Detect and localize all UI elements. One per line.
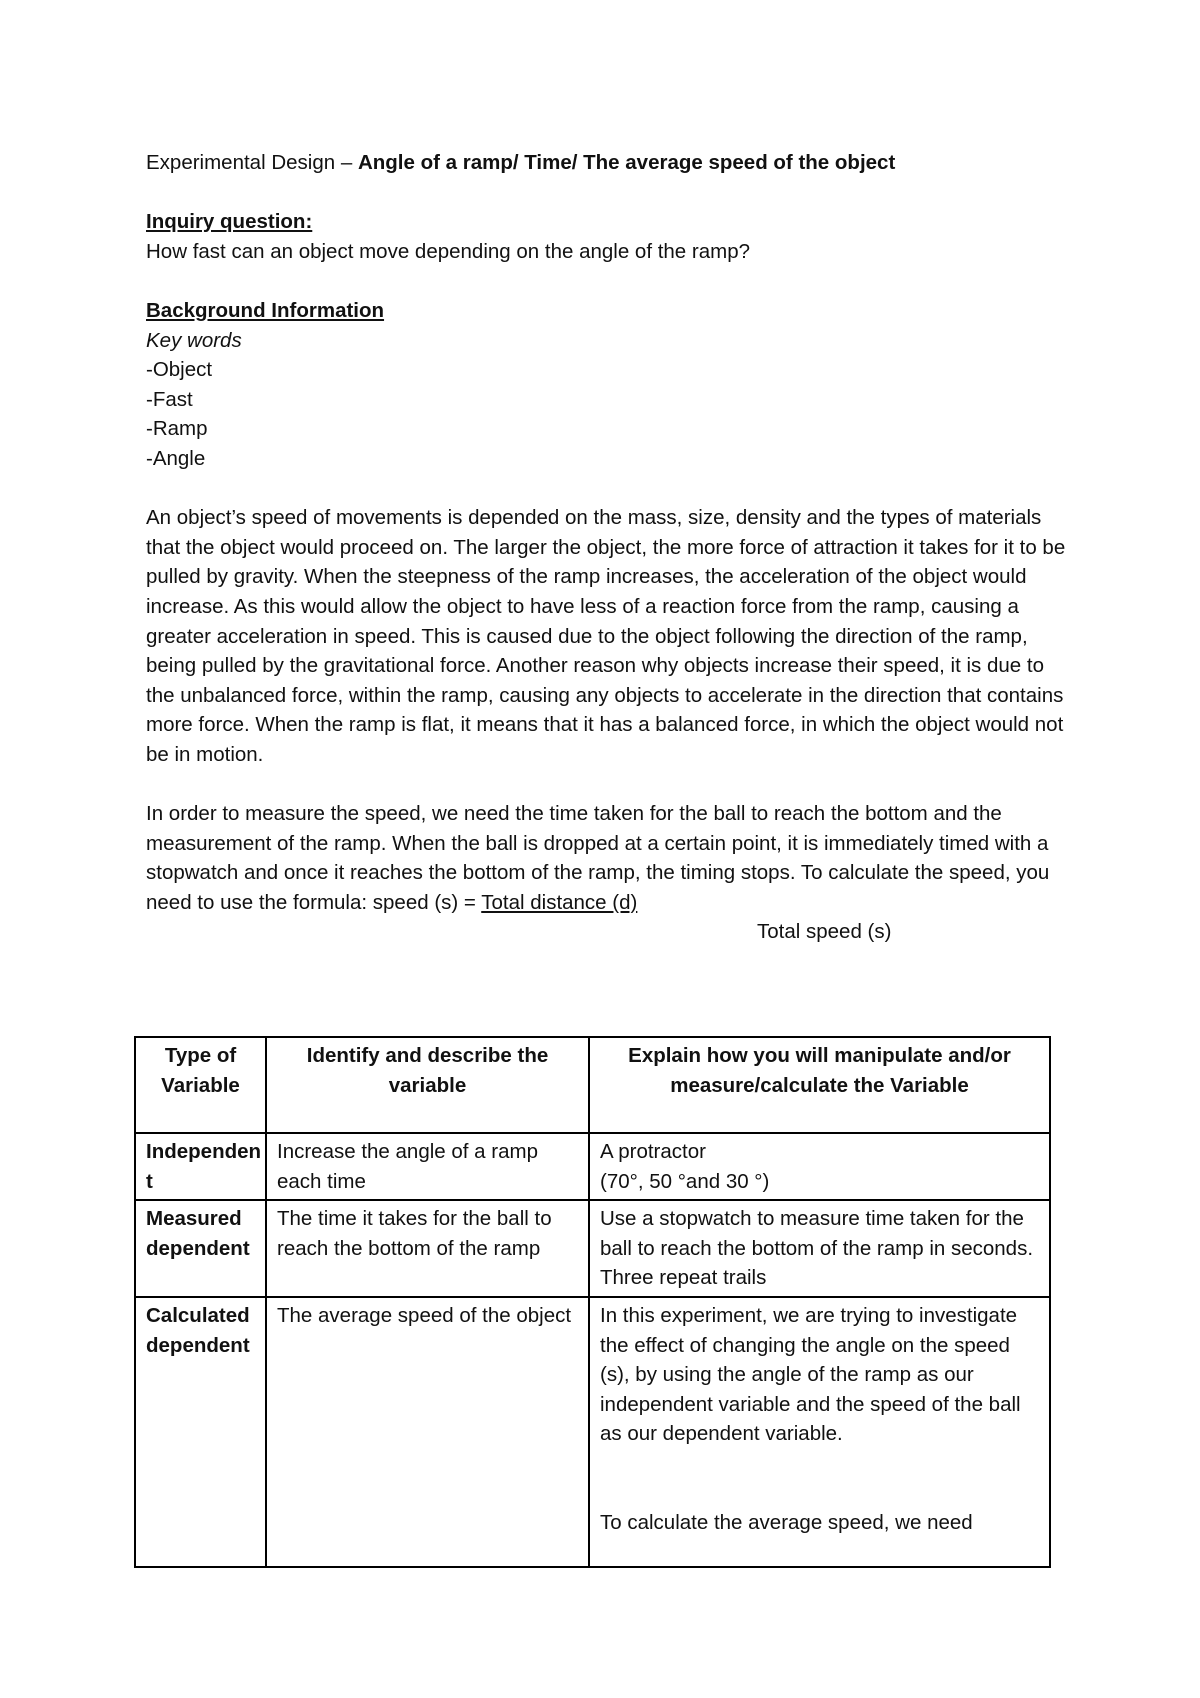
- background-paragraph-2: [146, 799, 1076, 917]
- formula-denominator: Total speed (s): [757, 920, 892, 944]
- formula-numerator: Total distance (d): [481, 890, 638, 914]
- cell-describe: The average speed of the object: [266, 1297, 589, 1567]
- inquiry-question: How fast can an object move depending on the angle of the ramp?: [146, 239, 751, 263]
- header-type: Type of Variable: [135, 1037, 266, 1133]
- explain-tail: To calculate the average speed, we need: [600, 1510, 973, 1534]
- keyword-item: -Fast: [146, 387, 193, 411]
- inquiry-heading: Inquiry question:: [146, 210, 313, 234]
- document-title: [146, 148, 1076, 178]
- table-row: [135, 1200, 1050, 1297]
- cell-describe: The time it takes for the ball to reach the bottom of the ramp: [266, 1200, 589, 1297]
- header-explain: Explain how you will manipulate and/or measure/calculate the Variable: [589, 1037, 1050, 1133]
- table-row: [135, 1297, 1050, 1567]
- keyword-item: -Ramp: [146, 417, 208, 441]
- document-body: [146, 148, 1076, 947]
- keywords-label: Key words: [146, 328, 242, 352]
- cell-explain: [589, 1133, 1050, 1200]
- title-bold: Angle of a ramp/ Time/ The average speed of the object: [357, 151, 896, 174]
- keyword-item: -Angle: [146, 446, 206, 470]
- cell-type: Measured dependent: [135, 1200, 266, 1297]
- keyword-item: -Object: [146, 358, 213, 382]
- cell-describe: Increase the angle of a ramp each time: [266, 1133, 589, 1200]
- variables-table: [134, 1036, 1051, 1568]
- background-paragraph-1: An object’s speed of movements is depended on the mass, size, density and the types of materials that the object would proceed on. The larger the object, the more force of attraction it takes for it to be pulled by gravity. When the steepness of the ramp increases, the acceleration of the object would increase. As this would allow the object to have less of a reaction force from the ramp, causing a greater acceleration in speed. This is caused due to the object following the direction of the ramp, being pulled by the gravitational force. Another reason why objects increase their speed, it is due to the unbalanced force, within the ramp, causing any objects to accelerate in the direction that contains more force. When the ramp is flat, it means that it has a balanced force, in which the object would not be in motion.: [146, 506, 1066, 766]
- paragraph-2-text: In order to measure the speed, we need the time taken for the ball to reach the bottom and the measurement of the ramp. When the ball is dropped at a certain point, it is immediately timed with a stopwatch and once it reaches the bottom of the ramp, the timing stops. To calculate the speed, you need to use the formula: speed (s) =: [146, 802, 1050, 914]
- table-header-row: [135, 1037, 1050, 1133]
- cell-explain: Use a stopwatch to measure time taken for the ball to reach the bottom of the ramp in seconds. Three repeat trails: [589, 1200, 1050, 1297]
- explain-line: (70°, 50 °and 30 °): [600, 1169, 770, 1193]
- table-row: [135, 1133, 1050, 1200]
- cell-type: Independen t: [135, 1133, 266, 1200]
- background-heading: Background Information: [146, 298, 385, 322]
- title-prefix: Experimental Design –: [146, 151, 353, 174]
- explain-text: In this experiment, we are trying to investigate the effect of changing the angle on the speed (s), by using the angle of the ramp as our independent variable and the speed of the ball as our dependent variable.: [600, 1303, 1021, 1446]
- cell-type: Calculated dependent: [135, 1297, 266, 1567]
- explain-line: A protractor: [600, 1140, 706, 1163]
- cell-explain: [589, 1297, 1050, 1567]
- header-describe: Identify and describe the variable: [266, 1037, 589, 1133]
